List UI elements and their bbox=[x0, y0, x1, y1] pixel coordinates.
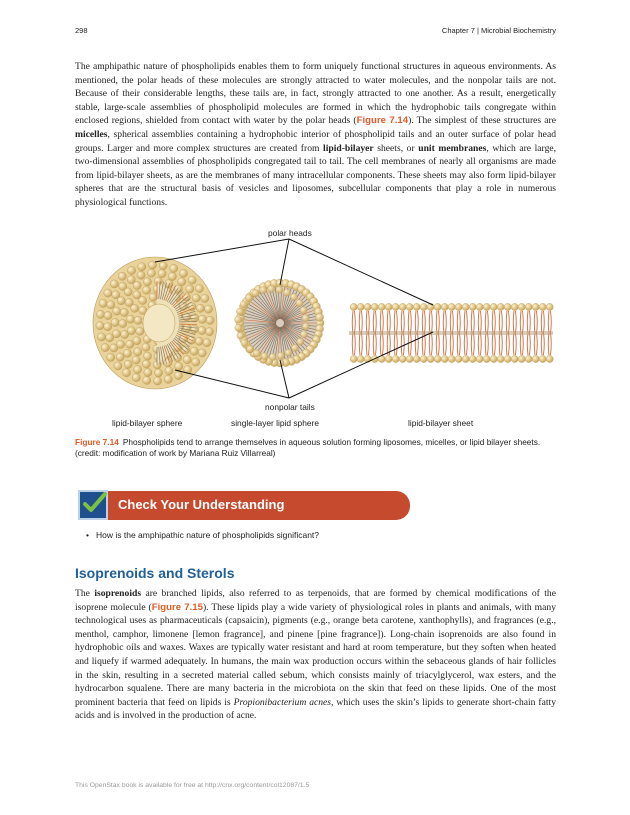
text-run: , which uses the skin’s lipids to generate short-chain fatty acids and is involved in the production of acne. bbox=[75, 696, 557, 722]
text-run: unit membranes bbox=[418, 142, 487, 154]
page-header bbox=[75, 26, 556, 38]
paragraph-isoprenoids bbox=[75, 587, 556, 723]
text-run: , which are large, two-dimensional assemblies of phospholipids congregated tail to tail. The cell membranes of nearly all organisms are made from lipid-bilayer sheets, as are the membranes of many intracellular components. These sheets may also form lipid-bilayer spheres that are the structural basis of vesicles and liposomes, subcellular components that play a role in numerous physiological functions. bbox=[75, 142, 557, 208]
chapter-title: Chapter 7 | Microbial Biochemistry bbox=[441, 26, 556, 35]
section-heading: Isoprenoids and Sterols bbox=[75, 565, 235, 581]
question-text: How is the amphipathic nature of phospholipids significant? bbox=[96, 530, 320, 540]
label-polar-heads: polar heads bbox=[268, 228, 312, 238]
figure-link[interactable]: Figure 7.14 bbox=[356, 115, 409, 127]
text-run: isoprenoids bbox=[94, 588, 142, 599]
text-run: micelles bbox=[75, 128, 108, 140]
banner-title: Check Your Understanding bbox=[118, 497, 285, 512]
text-run: The amphipathic nature of phospholipids enables them to form uniquely functional structures in aqueous environments. As mentioned, the polar heads of these molecules are strongly attracted to water molecules, and the nonpolar tails are not. Because of their considerable lengths, these tails are, in fact, strongly attracted to one another. As a result, energetically stable, large-scale assemblies of phospholipid molecules are formed in which the hydrophobic tails congregate within enclosed regions, shielded from contact with water by the polar heads ( bbox=[75, 61, 556, 127]
caption-text: Phospholipids tend to arrange themselves in aqueous solution forming liposomes, micelles, or lipid bilayer sheets. (credit: modification of work by Mariana Ruiz Villarreal) bbox=[75, 437, 541, 458]
label-lipid-bilayer-sphere: lipid-bilayer sphere bbox=[112, 418, 183, 428]
single-layer-sphere-graphic bbox=[235, 279, 324, 367]
text-run: ). These lipids play a wide variety of physiological roles in plants and animals, with many technological uses as pharmaceuticals (capsaicin), pigments (e.g., orange beta carotene, xanthophylls), and fragrances (e.g., menthol, camphor, limonene [lemon fragrance], and pinene [pine fragrance]). Long-chain isoprenoids are also found in hydrophobic oils and waxes. Waxes are typically water resistant and hard at room temperature, but they soften when heated and liquefy if warmed adequately. In humans, the main wax production occurs within the sebaceous glands of hair follicles in the skin, resulting in a secreted material called sebum, which consists mainly of triacylglycerol, wax esters, and the hydrocarbon squalene. There are many bacteria in the microbiota on the skin that feed on these lipids. One of the most prominent bacteria that feed on lipids is bbox=[75, 601, 556, 708]
text-run: sheets, or bbox=[373, 142, 419, 154]
checkbox-icon bbox=[78, 490, 108, 520]
label-lipid-bilayer-sheet: lipid-bilayer sheet bbox=[408, 418, 474, 428]
text-run: Propionibacterium acnes bbox=[233, 696, 332, 708]
text-run: , spherical assemblies containing a hydrophobic interior of phospholipid tails and an outer surface of polar head groups. Larger and more complex structures are created from bbox=[75, 128, 556, 154]
figure-link[interactable]: Figure 7.15 bbox=[151, 601, 203, 613]
lipid-bilayer-sphere-graphic bbox=[93, 257, 217, 389]
text-run: lipid-bilayer bbox=[323, 142, 374, 154]
check-understanding-banner bbox=[78, 489, 410, 521]
phospholipid-illustration bbox=[75, 222, 556, 434]
page-number: 298 bbox=[75, 26, 88, 35]
text-run: ). The simplest of these structures are bbox=[408, 115, 557, 127]
figure-phospholipid-structures bbox=[75, 222, 556, 434]
paragraph-phospholipid-structures bbox=[75, 60, 556, 210]
figure-number: Figure 7.14 bbox=[75, 437, 119, 447]
figure-caption bbox=[75, 437, 556, 459]
lipid-bilayer-sheet-graphic bbox=[349, 303, 553, 362]
label-nonpolar-tails: nonpolar tails bbox=[265, 402, 315, 412]
page-footer: This OpenStax book is available for free at http://cnx.org/content/col12087/1.5 bbox=[75, 782, 310, 789]
text-run: are branched lipids, also referred to as terpenoids, that are formed by chemical modifications of the isoprene molecule ( bbox=[75, 588, 556, 613]
question-list-item: • How is the amphipathic nature of phospholipids significant? bbox=[86, 530, 320, 540]
label-single-layer-sphere: single-layer lipid sphere bbox=[231, 418, 319, 428]
text-run: The bbox=[75, 588, 95, 599]
